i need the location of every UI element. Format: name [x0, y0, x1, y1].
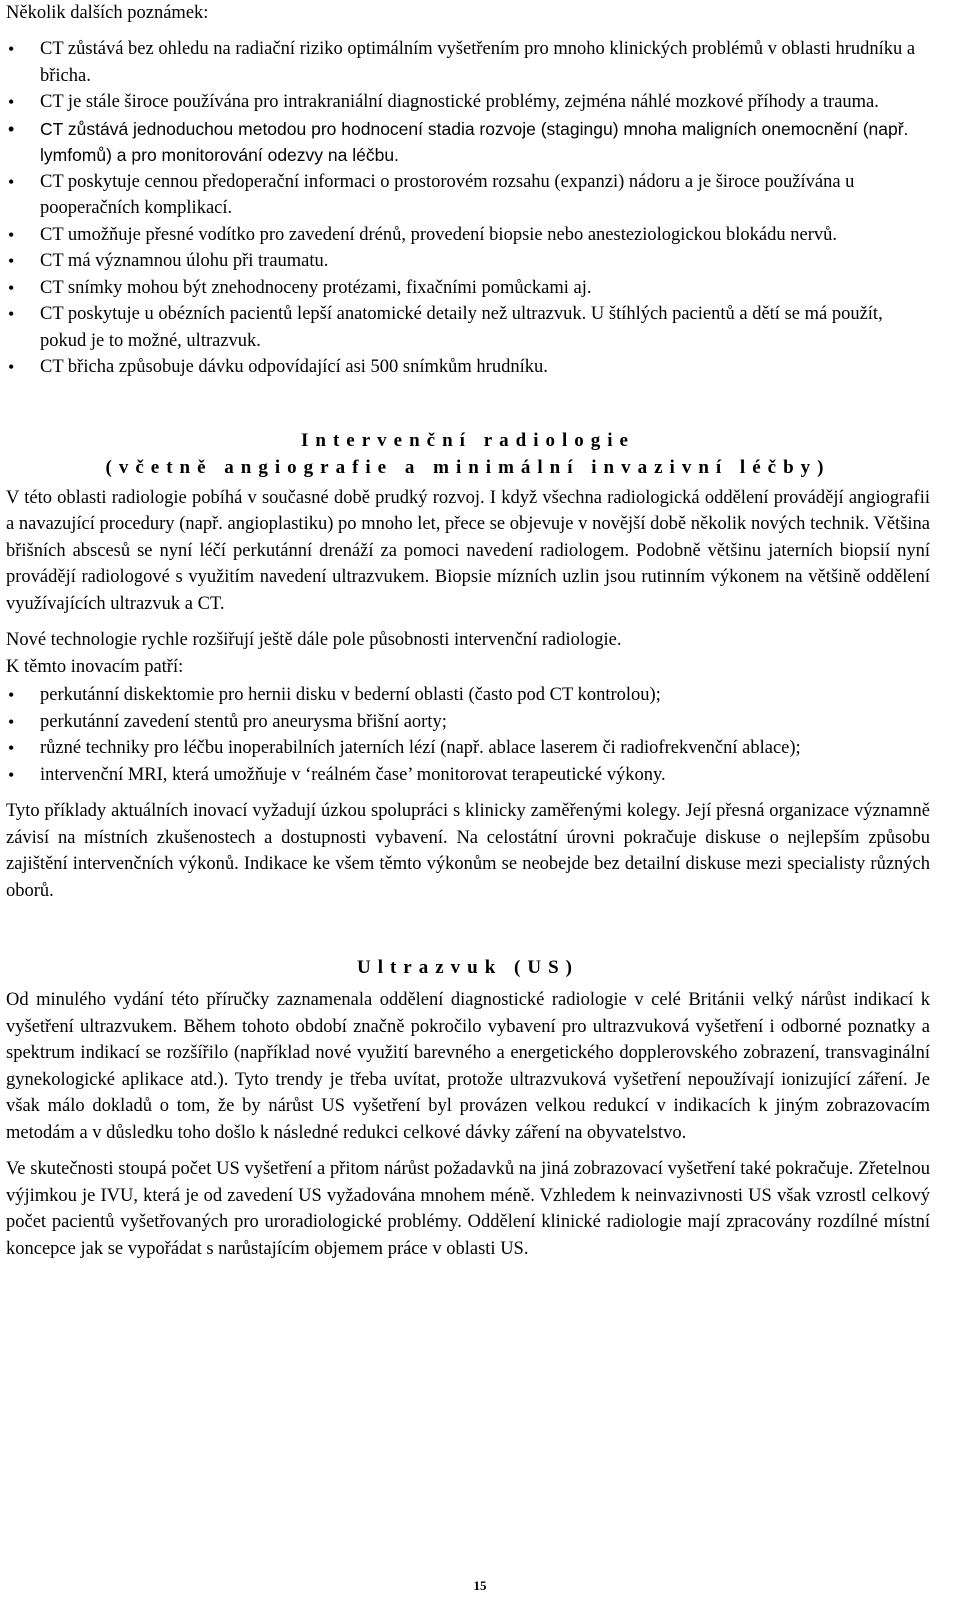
document-page [6, 0, 930, 1262]
ultrasound-section-title: Ultrazvuk (US) [356, 957, 580, 978]
list-item: • perkutánní diskektomie pro hernii disku v bederní oblasti (často pod CT kontrolou); [6, 682, 930, 709]
list-item: • CT poskytuje u obézních pacientů lepší anatomické detaily než ultrazvuk. U štíhlých pacientů a dětí se má použít, pokud je to možné, ultrazvuk. [6, 301, 930, 354]
intervention-section-title [6, 427, 930, 481]
list-item: • CT je stále široce používána pro intrakraniální diagnostické problémy, zejména náhlé mozkové příhody a trauma. [6, 89, 930, 116]
intervention-paragraph-3: Tyto příklady aktuálních inovací vyžadují úzkou spolupráci s klinicky zaměřenými kolegy. Její přesná organizace významně závisí na místních zkušenostech a dostupnosti vybavení. Na celostátní úrovni pokračuje diskuse o nejlepším způsobu zajištění intervenčních výkonů. Indikace ke všem těmto výkonům se neobejde bez detailní diskuse mezi specialisty různých oborů. [6, 801, 930, 901]
list-item: • perkutánní zavedení stentů pro aneurysma břišní aorty; [6, 709, 930, 736]
list-item: • CT břicha způsobuje dávku odpovídající asi 500 snímkům hrudníku. [6, 354, 930, 381]
list-item: • CT zůstává bez ohledu na radiační riziko optimálním vyšetřením pro mnoho klinických problémů v oblasti hrudníku a břicha. [6, 36, 930, 89]
list-item: • CT poskytuje cennou předoperační informaci o prostorovém rozsahu (expanzi) nádoru a je široce používána u pooperačních komplikací. [6, 169, 930, 222]
paragraph-line: Nové technologie rychle rozšiřují ještě dále pole působnosti intervenční radiologie. [6, 630, 622, 650]
section-title-line: Intervenční radiologie [301, 429, 635, 451]
intervention-paragraph: V této oblasti radiologie pobíhá v současné době prudký rozvoj. I když všechna radiologická oddělení provádějí angiografii a navazující procedury (např. angioplastiku) po mnoho let, přece se objevuje v novější době několik nových technik. Většina břišních abscesů se nyní léčí perkutánní drenáží za pomoci navedení radiologem. Podobně většinu jaterních biopsií nyní provádějí radiologové s využitím navedení ultrazvukem. Biopsie mízních uzlin jsou rutinním výkonem na většině oddělení využívajících ultrazvuk a CT. [6, 487, 930, 614]
intervention-paragraph-2 [6, 627, 930, 680]
list-item: • CT zůstává jednoduchou metodou pro hodnocení stadia rozvoje (stagingu) mnoha maligních onemocnění (např. lymfomů) a pro monitorování odezvy na léčbu. [6, 116, 930, 169]
ultrasound-paragraph-2: Ve skutečnosti stoupá počet US vyšetření a přitom nárůst požadavků na jiná zobrazovací vyšetření také pokračuje. Zřetelnou výjimkou je IVU, která je od zavedení US vyžadována mnohem méně. Vzhledem k neinvazivnosti US však vzrostl celkový počet pacientů vyšetřovaných pro uroradiologické problémy. Oddělení klinické radiologie mají zpracovány rozdílné místní koncepce jak se vypořádat s narůstajícím objemem práce v oblasti US. [6, 1159, 930, 1259]
page-number: 15 [473, 1578, 487, 1593]
intro-heading: Několik dalších poznámek: [6, 3, 209, 23]
list-item: • intervenční MRI, která umožňuje v ‘reálném čase’ monitorovat terapeutické výkony. [6, 762, 930, 789]
ultrasound-paragraph: Od minulého vydání této příručky zaznamenala oddělení diagnostické radiologie v celé Británii velký nárůst indikací k vyšetření ultrazvukem. Během tohoto období značně pokročilo vybavení pro ultrazvuková vyšetření i odborné poznatky a spektrum indikací se rozšířilo (například nové využití barevného a energetického dopplerovského zobrazení, transvaginální gynekologické aplikace atd.). Tyto trendy je třeba uvítat, protože ultrazvuková vyšetření nepoužívají ionizující záření. Je však málo dokladů o tom, že by nárůst US vyšetření byl provázen velkou redukcí v indikacích k jiným zobrazovacím metodám a v důsledku toho došlo k následné redukci celkové dávky záření na obyvatelstvo. [6, 990, 930, 1143]
ct-notes-list [6, 36, 930, 381]
innovations-list [6, 682, 930, 788]
list-item: • CT snímky mohou být znehodnoceny protézami, fixačními pomůckami aj. [6, 275, 930, 302]
paragraph-line: K těmto inovacím patří: [6, 656, 184, 677]
section-subtitle-line: (včetně angiografie a minimální invazivní léčby) [105, 456, 831, 478]
list-item: • CT má významnou úlohu při traumatu. [6, 248, 930, 275]
list-item: • CT umožňuje přesné vodítko pro zavedení drénů, provedení biopsie nebo anesteziologickou blokádu nervů. [6, 222, 930, 249]
list-item: • různé techniky pro léčbu inoperabilních jaterních lézí (např. ablace laserem či radiofrekvenční ablace); [6, 735, 930, 762]
